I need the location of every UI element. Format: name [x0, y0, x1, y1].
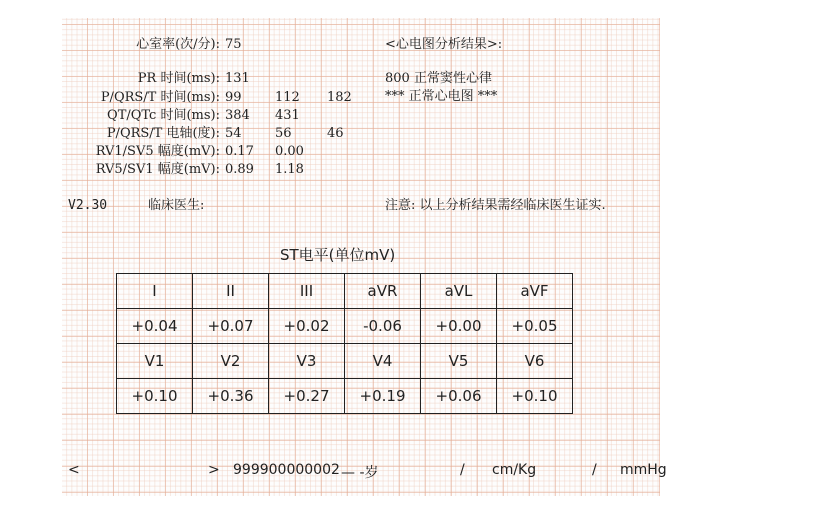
st-value: +0.19 — [345, 379, 421, 414]
st-value: +0.06 — [421, 379, 497, 414]
st-value: +0.27 — [269, 379, 345, 414]
st-value: +0.05 — [497, 309, 573, 344]
qrs-duration-value: 112 — [275, 90, 300, 105]
bp-unit: mmHg — [620, 462, 667, 478]
footer-slash-2: / — [592, 462, 597, 478]
heart-rate-value: 75 — [225, 37, 242, 52]
rv1-sv5-label: RV1/SV5 幅度(mV): — [95, 144, 220, 159]
lead-name: V1 — [117, 344, 193, 379]
lead-name: V4 — [345, 344, 421, 379]
st-value: +0.04 — [117, 309, 193, 344]
weight-unit: cm/Kg — [492, 462, 537, 478]
analysis-line-2: *** 正常心电图 *** — [385, 89, 498, 104]
lead-name: V5 — [421, 344, 497, 379]
patient-id: 999900000002 — [233, 462, 340, 478]
table-row — [117, 379, 573, 414]
analysis-line-1: 800 正常窦性心律 — [385, 71, 492, 86]
lead-name: V2 — [193, 344, 269, 379]
lead-name: V6 — [497, 344, 573, 379]
sv5-value: 0.00 — [275, 144, 304, 159]
p-duration-value: 99 — [225, 90, 242, 105]
lead-name: aVF — [497, 274, 573, 309]
patient-age: — -岁 — [341, 465, 379, 481]
footer-slash-1: / — [460, 462, 465, 478]
table-row — [117, 274, 573, 309]
lead-name: V3 — [269, 344, 345, 379]
pr-label: PR 时间(ms): — [137, 71, 220, 86]
footer-left-bracket: < — [68, 462, 80, 478]
analysis-note: 注意: 以上分析结果需经临床医生证实. — [385, 198, 606, 213]
lead-name: II — [193, 274, 269, 309]
rv5-value: 0.89 — [225, 162, 254, 177]
heart-rate-label: 心室率(次/分): — [136, 37, 220, 52]
lead-name: III — [269, 274, 345, 309]
pr-value: 131 — [225, 71, 250, 86]
lead-name: aVR — [345, 274, 421, 309]
qrs-axis-value: 56 — [275, 126, 292, 141]
rv1-value: 0.17 — [225, 144, 254, 159]
st-value: +0.07 — [193, 309, 269, 344]
st-value: +0.02 — [269, 309, 345, 344]
rv5-sv1-label: RV5/SV1 幅度(mV): — [95, 162, 220, 177]
st-value: +0.10 — [117, 379, 193, 414]
st-value: +0.36 — [193, 379, 269, 414]
qt-value: 384 — [225, 108, 250, 123]
st-value: -0.06 — [345, 309, 421, 344]
table-row — [117, 309, 573, 344]
st-value: +0.00 — [421, 309, 497, 344]
table-row — [117, 344, 573, 379]
qt-qtc-label: QT/QTc 时间(ms): — [107, 108, 220, 123]
st-table-title: ST电平(单位mV) — [280, 246, 396, 264]
qtc-value: 431 — [275, 108, 300, 123]
analysis-heading: <心电图分析结果>: — [385, 37, 503, 52]
t-axis-value: 46 — [327, 126, 344, 141]
sv1-value: 1.18 — [275, 162, 304, 177]
p-axis-value: 54 — [225, 126, 242, 141]
t-duration-value: 182 — [327, 90, 352, 105]
software-version: V2.30 — [68, 198, 108, 213]
lead-name: I — [117, 274, 193, 309]
st-level-table — [116, 273, 573, 414]
footer-right-bracket: > — [208, 462, 220, 478]
pqrst-duration-label: P/QRS/T 时间(ms): — [100, 90, 220, 105]
doctor-label: 临床医生: — [148, 198, 205, 213]
axis-label: P/QRS/T 电轴(度): — [106, 126, 220, 141]
lead-name: aVL — [421, 274, 497, 309]
st-value: +0.10 — [497, 379, 573, 414]
